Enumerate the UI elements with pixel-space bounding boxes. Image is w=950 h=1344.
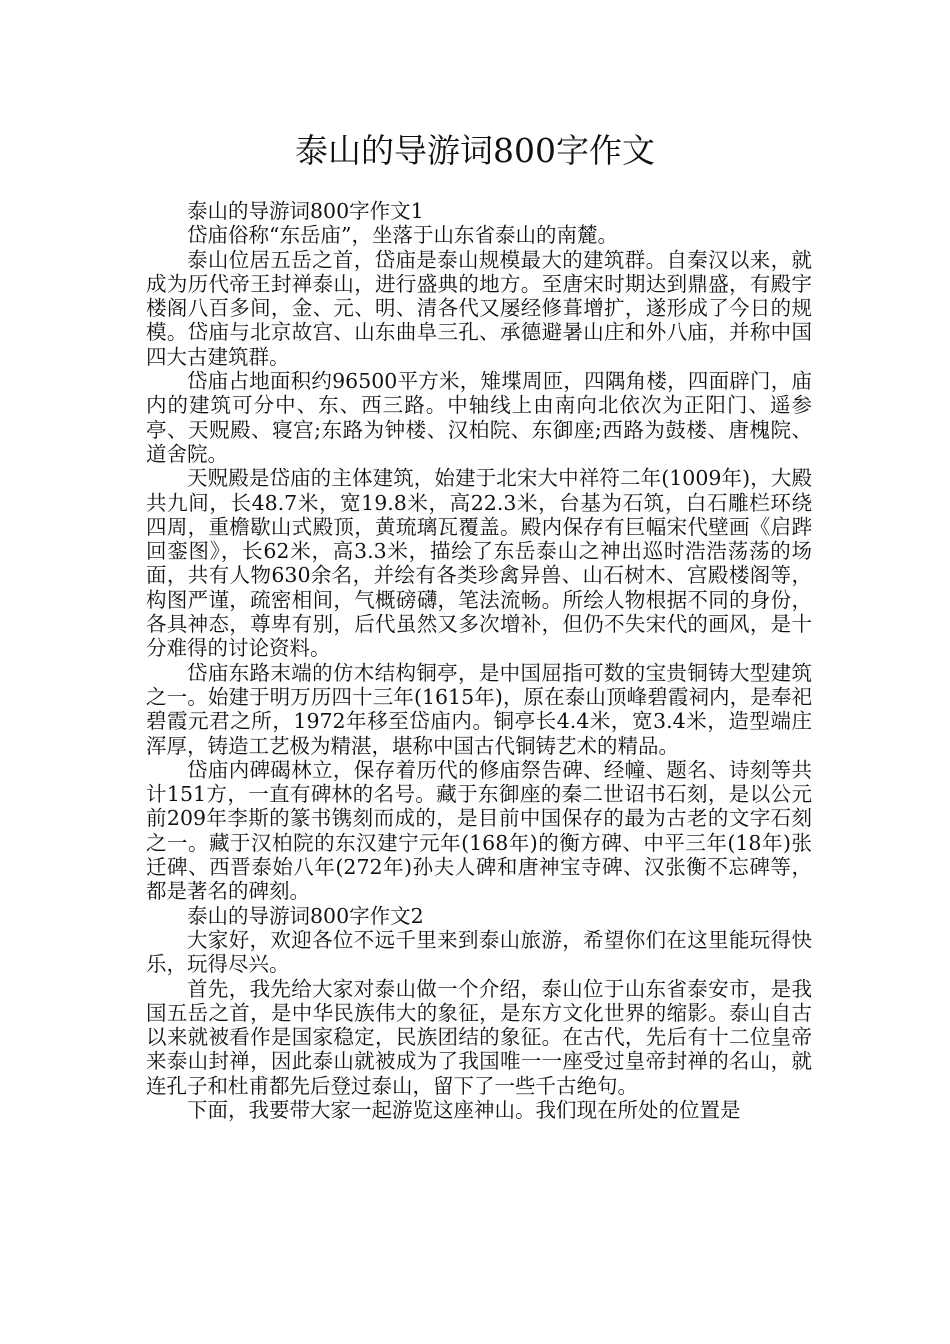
document-body [146,199,812,1122]
paragraph: 泰山位居五岳之首，岱庙是泰山规模最大的建筑群。自秦汉以来，就成为历代帝王封禅泰山，进行盛典的地方。至唐宋时期达到鼎盛，有殿宇楼阁八百多间，金、元、明、清各代又屡经修葺增扩，遂形成了今日的规模。岱庙与北京故宫、山东曲阜三孔、承德避暑山庄和外八庙，并称中国四大古建筑群。 [146,247,812,369]
paragraph: 岱庙东路末端的仿木结构铜亭，是中国屈指可数的宝贵铜铸大型建筑之一。始建于明万历四十三年(1615年)，原在泰山顶峰碧霞祠内，是奉祀碧霞元君之所，1972年移至岱庙内。铜亭长4.4米，宽3.4米，造型端庄浑厚，铸造工艺极为精湛，堪称中国古代铜铸艺术的精品。 [146,660,812,758]
paragraph: 大家好，欢迎各位不远千里来到泰山旅游，希望你们在这里能玩得快乐，玩得尽兴。 [146,927,812,977]
section-heading-2: 泰山的导游词800字作文2 [187,903,424,928]
paragraph: 下面，我要带大家一起游览这座神山。我们现在所处的位置是 [187,1097,741,1122]
paragraph: 岱庙内碑碣林立，保存着历代的修庙祭告碑、经幢、题名、诗刻等共计151方，一直有碑林的名号。藏于东御座的秦二世诏书石刻，是以公元前209年李斯的篆书镌刻而成的，是目前中国保存的最为古老的文字石刻之一。藏于汉柏院的东汉建宁元年(168年)的衡方碑、中平三年(18年)张迁碑、西晋泰始八年(272年)孙夫人碑和唐神宝寺碑、汉张衡不忘碑等，都是著名的碑刻。 [146,757,812,904]
paragraph: 岱庙俗称“东岳庙”，坐落于山东省泰山的南麓。 [187,223,618,248]
paragraph: 首先，我先给大家对泰山做一个介绍，泰山位于山东省泰安市，是我国五岳之首，是中华民族伟大的象征，是东方文化世界的缩影。泰山自古以来就被看作是国家稳定，民族团结的象征。在古代，先后有十二位皇帝来泰山封禅，因此泰山就被成为了我国唯一一座受过皇帝封禅的名山，就连孔子和杜甫都先后登过泰山，留下了一些千古绝句。 [146,976,812,1098]
section-heading-1: 泰山的导游词800字作文1 [187,199,424,223]
paragraph: 天贶殿是岱庙的主体建筑，始建于北宋大中祥符二年(1009年)，大殿共九间，长48.7米，宽19.8米，高22.3米，台基为石筑，白石雕栏环绕四周，重檐歇山式殿顶，黄琉璃瓦覆盖。殿内保存有巨幅宋代壁画《启跸回銮图》，长62米，高3.3米，描绘了东岳泰山之神出巡时浩浩荡荡的场面，共有人物630余名，并绘有各类珍禽异兽、山石树木、宫殿楼阁等，构图严谨，疏密相间，气概磅礴，笔法流畅。所绘人物根据不同的身份，各具神态，尊卑有别，后代虽然又多次增补，但仍不失宋代的画风，是十分难得的讨论资料。 [146,466,812,661]
document-title: 泰山的导游词800字作文 [295,131,655,170]
paragraph: 岱庙占地面积约96500平方米，雉堞周匝，四隅角楼，四面辟门，庙内的建筑可分中、东、西三路。中轴线上由南向北依次为正阳门、遥参亭、天贶殿、寝宫;东路为钟楼、汉柏院、东御座;西路为鼓楼、唐槐院、道舍院。 [146,369,812,466]
